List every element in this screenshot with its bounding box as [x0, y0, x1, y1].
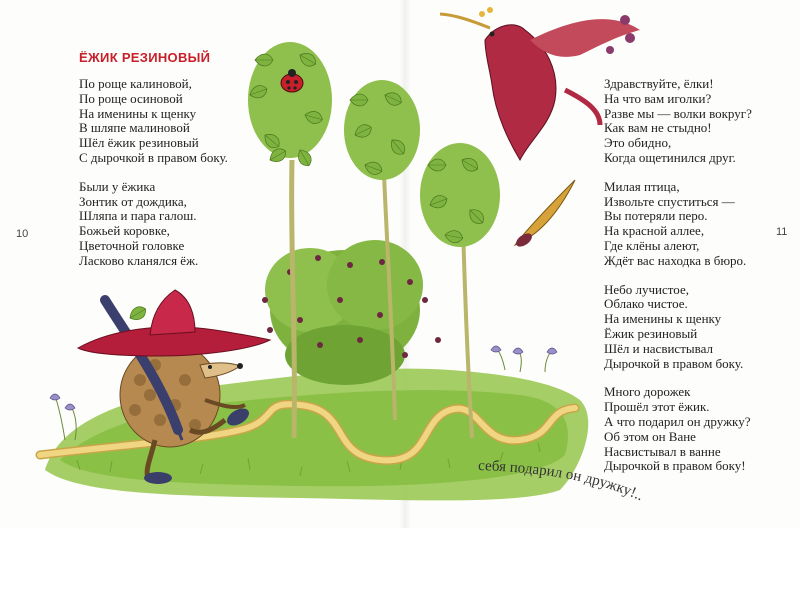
verse-line: На именины к щенку — [79, 105, 197, 121]
verse-line: Вы потеряли перо. — [604, 208, 708, 224]
stanza — [604, 385, 752, 474]
verse-line: На именины к щенку — [604, 311, 722, 327]
bush-icon — [262, 240, 441, 385]
verse-line: Как вам не стыдно! — [604, 120, 712, 136]
stanza — [79, 180, 228, 269]
verse-line: Дырочкой в правом боку! — [604, 458, 746, 474]
page-number-right: 11 — [776, 226, 788, 238]
verse-line: В шляпе малиновой — [79, 120, 190, 136]
verse-line: Извольте спуститься — — [604, 193, 735, 209]
stanza — [604, 77, 752, 166]
verse-line: Ласково кланялся ёж. — [79, 252, 199, 268]
verse-line: Облако чистое. — [604, 296, 688, 312]
verse-line: Об этом он Ване — [604, 428, 696, 444]
poem-title: ЁЖИК РЕЗИНОВЫЙ — [79, 50, 211, 65]
verse-line: Божьей коровке, — [79, 223, 170, 239]
verse-line: Это обидно, — [604, 135, 672, 151]
verse-line: Когда ощетинился друг. — [604, 149, 736, 165]
verse-line: Ждёт вас находка в бюро. — [604, 252, 747, 268]
verse-line: На красной аллее, — [604, 223, 705, 239]
verse-line: А что подарил он дружку? — [604, 413, 751, 429]
verse-line: По роще калиновой, — [79, 76, 192, 91]
right-verses — [604, 77, 752, 488]
verse-line: Небо лучистое, — [604, 281, 689, 297]
verse-line: Прошёл этот ёжик. — [604, 399, 710, 415]
verse-line: Дырочкой в правом боку. — [604, 355, 744, 371]
stanza — [604, 180, 752, 269]
verse-line: Где клёны алеют, — [604, 237, 700, 253]
verse-line: Шляпа и пара галош. — [79, 208, 197, 224]
verse-line: Насвистывал в ванне — [604, 443, 721, 459]
verse-line: Цветочной головке — [79, 237, 185, 253]
verse-line: Шёл и насвистывал — [604, 340, 713, 356]
verse-line: С дырочкой в правом боку. — [79, 149, 228, 165]
verse-line: По роще осиновой — [79, 90, 183, 106]
left-verses — [79, 77, 228, 283]
verse-line: Были у ёжика — [79, 178, 156, 194]
blank-area — [0, 528, 800, 600]
curved-caption: себя подарил он дружку!.. — [477, 458, 646, 505]
verse-line: Разве мы — волки вокруг? — [604, 105, 752, 121]
page-number-left: 10 — [16, 228, 29, 240]
verse-line: На что вам иголки? — [604, 90, 712, 106]
verse-line: Зонтик от дождика, — [79, 193, 187, 209]
feather-icon — [514, 180, 575, 249]
stanza — [604, 283, 752, 372]
verse-line: Здравствуйте, ёлки! — [604, 76, 714, 91]
stanza — [79, 77, 228, 166]
verse-line: Милая птица, — [604, 178, 680, 194]
verse-line: Шёл ёжик резиновый — [79, 135, 199, 151]
verse-line: Ёжик резиновый — [604, 325, 698, 341]
verse-line: Много дорожек — [604, 384, 691, 400]
